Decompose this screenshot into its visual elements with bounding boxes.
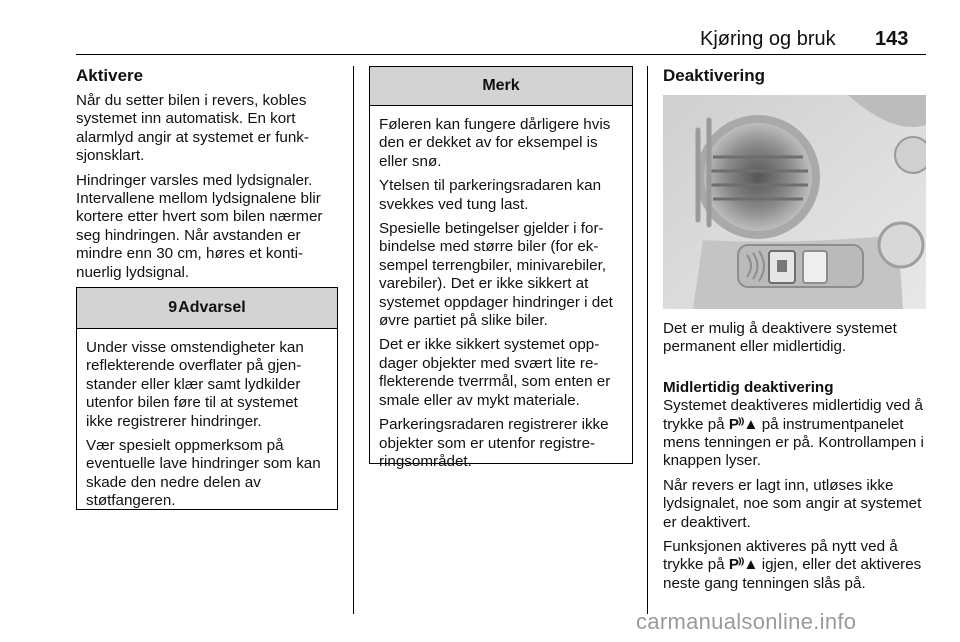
park-assist-button-icon: P⁾⁾▲ — [728, 556, 758, 574]
right-column-text — [663, 320, 929, 599]
warning-paragraph: Vær spesielt oppmerksom på eventuelle lave hindringer som kan skade den nedre delen av støtfangeren. — [86, 437, 321, 510]
sub-heading-temporary: Midlertidig deaktivering — [663, 378, 834, 396]
header-rule — [76, 54, 926, 55]
right-column — [663, 66, 929, 92]
column-divider-left — [353, 66, 354, 614]
note-box-header: Merk — [370, 67, 632, 106]
warning-title: Advarsel — [178, 299, 246, 316]
paragraph: Når du setter bilen i revers, kobles systemet inn automatisk. En kort alarmlyd angir at systemet er funksjonsklart. — [76, 92, 309, 165]
note-paragraph: Ytelsen til parkeringsradaren kan svekkes ved tung last. — [379, 177, 602, 213]
dashboard-photo — [663, 95, 926, 309]
note-paragraph: Det er ikke sikkert systemet oppdager objekter med svært lite reflekterende tverrmål, som enten er smale eller av mykt materiale. — [379, 336, 611, 409]
warning-triangle-icon: 9 — [168, 299, 178, 316]
column-divider-right — [647, 66, 648, 614]
warning-paragraph: Under visse omstendigheter kan reflekterende overflater på gjenstander eller klær samt lydkilder utenfor bilen føre til at systemet ikke registrerer hindringer. — [86, 339, 304, 430]
paragraph: Hindringer varsles med lydsignaler. Intervallene mellom lydsignalene blir kortere etter hvert som bilen nærmer seg hindringen. Når avstanden er mindre enn 30 cm, høres et kontinuerlig lydsignal. — [76, 171, 323, 281]
section-heading-activate: Aktivere — [76, 66, 144, 85]
running-head: Kjøring og bruk — [700, 28, 836, 50]
section-heading-deactivate: Deaktivering — [663, 66, 766, 85]
warning-box — [76, 287, 338, 510]
note-paragraph: Parkeringsradaren registrerer ikke objekter som er utenfor registreringsområdet. — [379, 416, 609, 470]
paragraph: Det er mulig å deaktivere systemet permanent eller midlertidig. — [663, 320, 897, 356]
note-paragraph: Føleren kan fungere dårligere hvis den er dekket av for eksempel is eller snø. — [379, 116, 611, 170]
dashboard-illustration — [663, 95, 926, 309]
warning-box-header — [77, 288, 337, 329]
watermark: carmanualsonline.info — [636, 609, 857, 634]
paragraph-with-button: Funksjonen aktiveres på nytt ved å trykke på P⁾⁾▲ igjen, eller det aktiveres neste gang tenningen slås på. — [663, 538, 922, 592]
warning-box-body — [77, 329, 337, 511]
note-box-body — [370, 106, 632, 471]
left-column — [76, 66, 340, 288]
park-assist-button-icon: P⁾⁾▲ — [728, 415, 758, 433]
paragraph-with-button: Systemet deaktiveres midlertidig ved å trykke på P⁾⁾▲ på instrumentpanelet mens tenningen er på. Kontrollampen i knappen lyser. — [663, 397, 924, 470]
paragraph: Når revers er lagt inn, utløses ikke lydsignalet, noe som angir at systemet er deaktivert. — [663, 476, 922, 531]
note-paragraph: Spesielle betingelser gjelder i forbindelse med større biler (for eksempel terrengbiler, minivarebiler, varebiler). Det er ikke sikkert at systemet oppdager hindringer i det øvre partiet på slike biler. — [379, 220, 613, 330]
note-box — [369, 66, 633, 470]
page-number: 143 — [875, 28, 909, 50]
